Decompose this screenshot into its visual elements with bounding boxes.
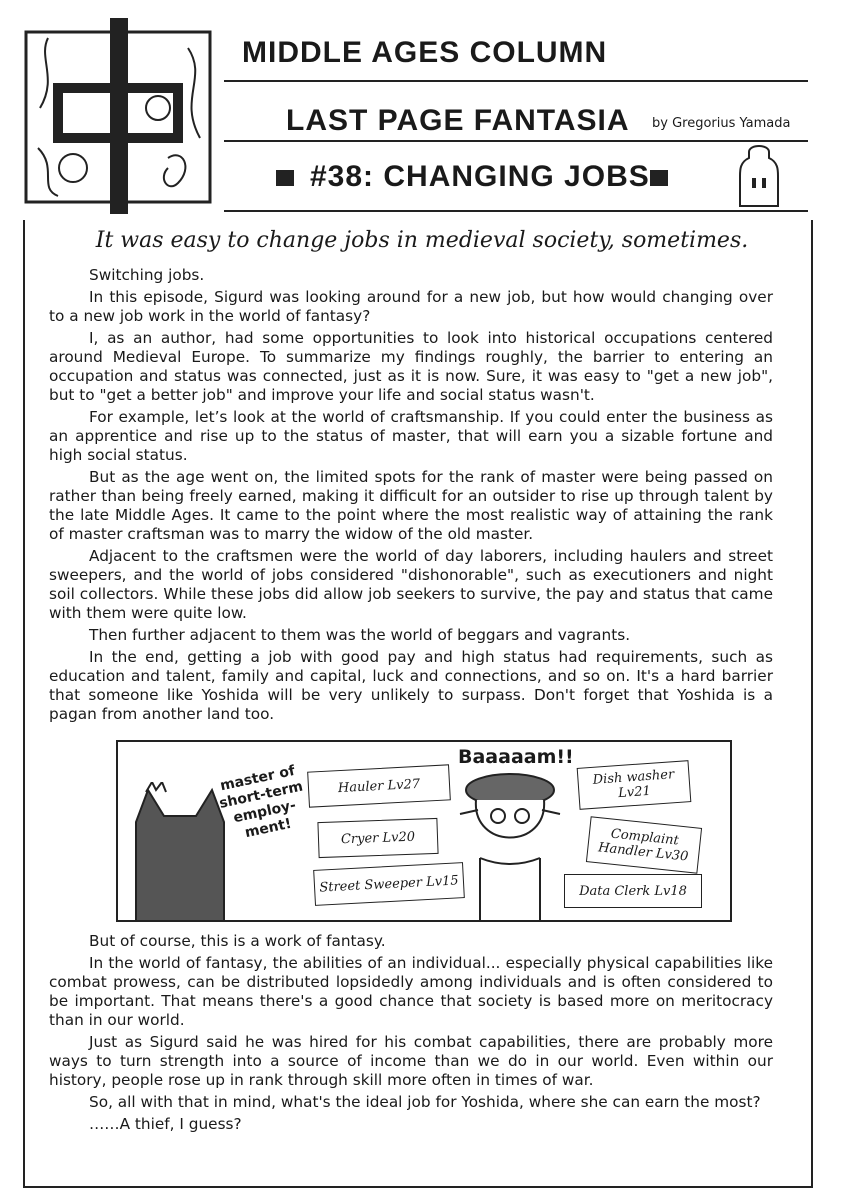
square-ornament-icon <box>276 170 294 186</box>
paragraph: I, as an author, had some opportunities to look into historical occupations centered around Medieval Europe. To summarize my findings roughly, the barrier to entering an occupation and status was connected, just as it is now. Sure, it was easy to "get a new job", but to "get a better job" and improve your life and social status wasn't. <box>49 329 773 404</box>
column-header <box>14 8 814 220</box>
column-title: MIDDLE AGES COLUMN <box>242 36 608 69</box>
master-caption: master of short-term employ-ment! <box>217 762 305 842</box>
paragraph: So, all with that in mind, what's the ideal job for Yoshida, where she can earn the most? <box>89 1093 761 1111</box>
paragraph: Switching jobs. <box>89 266 205 284</box>
header-rule <box>224 140 808 142</box>
paragraph: But of course, this is a work of fantasy. <box>89 932 386 950</box>
article-body-bottom <box>49 932 773 1137</box>
header-rule <box>224 210 808 212</box>
paragraph: Adjacent to the craftsmen were the world of day laborers, including haulers and street sweepers, and the world of jobs considered "dishonorable", such as executioners and night soil collectors. While these jobs did allow job seekers to survive, the pay and status that came with them were quite low. <box>49 547 773 622</box>
illuminated-letter-logo <box>18 18 218 214</box>
milk-bottle-icon <box>734 140 784 210</box>
header-rule <box>224 80 808 82</box>
paragraph: In the world of fantasy, the abilities of an individual... especially physical capabilities like combat prowess, can be distributed lopsidedly among individuals and is often considered to be important. That means there's a good chance that society is based more on meritocracy than in our world. <box>49 954 773 1029</box>
square-ornament-icon <box>650 170 668 186</box>
paragraph: In this episode, Sigurd was looking around for a new job, but how would changing over to a new job work in the world of fantasy? <box>49 288 773 325</box>
job-sign: Cryer Lv20 <box>317 818 438 858</box>
paragraph: Just as Sigurd said he was hired for his combat capabilities, there are probably more ways to turn strength into a source of income than we do in our world. Even within our history, people rose up in rank through skill more often in times of war. <box>49 1033 773 1089</box>
paragraph: Then further adjacent to them was the world of beggars and vagrants. <box>89 626 631 644</box>
article-subtitle: It was easy to change jobs in medieval society, sometimes. <box>95 228 749 253</box>
article-body-top <box>49 266 773 727</box>
author-byline: by Gregorius Yamada <box>652 116 791 131</box>
paragraph: In the end, getting a job with good pay and high status had requirements, such as education and talent, family and capital, luck and connections, and so on. It's a hard barrier that someone like Yoshida will be very unlikely to surpass. Don't forget that Yoshida is a pagan from another land too. <box>49 648 773 723</box>
yoshida-character-icon <box>450 770 570 920</box>
paragraph: But as the age went on, the limited spots for the rank of master were being passed on rather than being freely earned, making it difficult for an outsider to rise up through talent by the late Middle Ages. It came to the point where the most realistic way of attaining the rank of master craftsman was to marry the widow of the old master. <box>49 468 773 543</box>
shout-text: Baaaaam!! <box>458 746 574 768</box>
job-sign: Data Clerk Lv18 <box>564 874 702 908</box>
paragraph: ……A thief, I guess? <box>89 1115 242 1133</box>
job-sign: Complaint Handler Lv30 <box>586 816 702 873</box>
series-title: LAST PAGE FANTASIA <box>286 104 630 137</box>
job-sign: Hauler Lv27 <box>307 764 451 807</box>
paragraph: For example, let’s look at the world of craftsmanship. If you could enter the business as an apprentice and rise up to the status of master, that will earn you a sizable fortune and high social status. <box>49 408 773 464</box>
job-sign: Street Sweeper Lv15 <box>313 862 465 906</box>
episode-title: #38: CHANGING JOBS <box>310 160 650 193</box>
job-sign: Dish washer Lv21 <box>577 760 692 810</box>
illustration-panel <box>116 740 732 922</box>
